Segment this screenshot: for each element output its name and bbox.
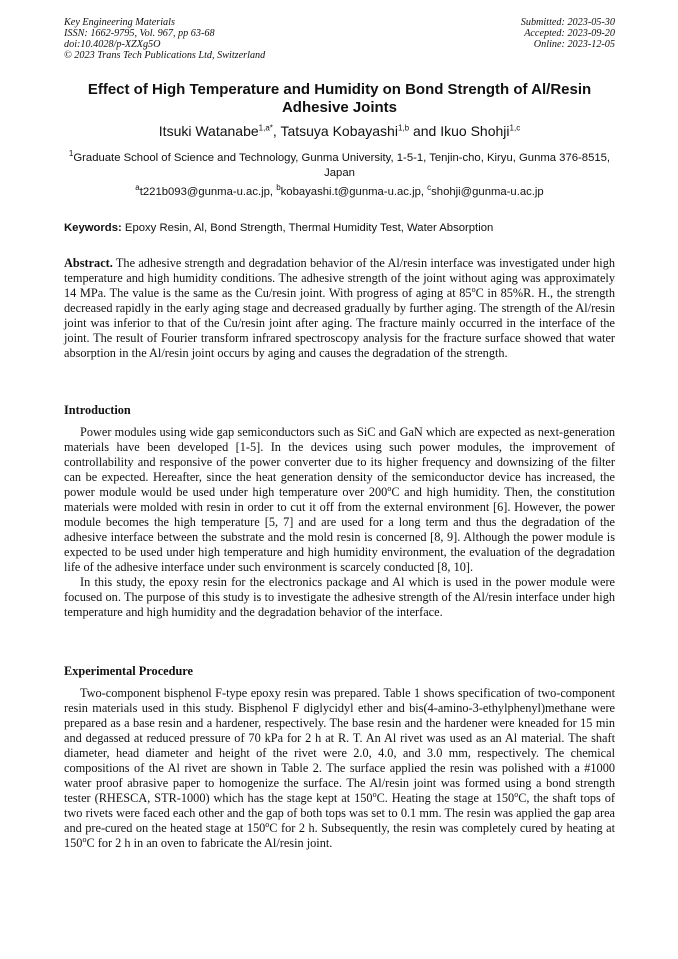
introduction-heading: Introduction bbox=[64, 403, 131, 417]
paragraph-text: C, the shaft tops of two rivets were faced each other and the gap of both tops was set to 0.1 mm. The resin was applied the gap area and pre-cured on the heated stage at 150 bbox=[64, 791, 616, 835]
author-sup: 1,b bbox=[397, 123, 410, 133]
paragraph bbox=[64, 686, 615, 851]
author-sup: 1,a* bbox=[258, 123, 273, 133]
copyright-line: © 2023 Trans Tech Publications Ltd, Switzerland bbox=[64, 50, 266, 61]
affiliation bbox=[64, 151, 615, 181]
paper-title: Effect of High Temperature and Humidity on Bond Strength of Al/Resin Adhesive Joints bbox=[87, 81, 592, 116]
author-name: Tatsuya Kobayashi bbox=[280, 123, 398, 139]
keywords-label: Keywords: bbox=[64, 222, 122, 234]
accepted-date: Accepted: 2023-09-20 bbox=[524, 28, 615, 39]
author-name: Ikuo Shohji bbox=[440, 123, 510, 139]
abstract-label: Abstract. bbox=[64, 256, 113, 270]
experimental-heading: Experimental Procedure bbox=[64, 664, 193, 678]
email-separator: , bbox=[269, 186, 277, 198]
keywords-text: Epoxy Resin, Al, Bond Strength, Thermal Humidity Test, Water Absorption bbox=[124, 222, 494, 234]
degree-sup: o bbox=[387, 483, 392, 493]
email-sup: c bbox=[427, 183, 432, 193]
doi-line[interactable]: doi:10.4028/p-XZXg5O bbox=[64, 39, 161, 50]
author-separator: and bbox=[409, 123, 441, 139]
degree-sup: o bbox=[265, 819, 270, 829]
author-sup: 1,c bbox=[509, 123, 521, 133]
affiliation-sup: 1 bbox=[68, 149, 74, 159]
experimental-body bbox=[64, 686, 615, 851]
paragraph-text: Two-component bisphenol F-type epoxy resin was prepared. Table 1 shows specification of two-component resin materials used in this study. Bisphenol F diglycidyl ether and bis(4-amino-3-ethylphenyl)methane were prepared as a base resin and a hardener, respectively. The base resin and the hardener were kneaded for 15 min and degassed at reduced pressure of 70 kPa for 2 h at R. T. An Al rivet was used as an Al material. The shaft diameter, head diameter and height of the rivet were 2.0, 4.0, and 3.0 mm, respectively. The chemical compositions of the Al rivet are shown in Table 2. The surface applied the resin was polished with a #1000 water proof abrasive paper to homogenize the surface. The Al/resin joint was formed using a bond strength tester (RHESCA, STR-1000) which has the stage kept at 150 bbox=[64, 686, 615, 805]
dates-header bbox=[521, 17, 615, 50]
email-sup: a bbox=[135, 183, 140, 193]
degree-sup: o bbox=[82, 834, 87, 844]
keywords bbox=[64, 221, 615, 236]
email-list bbox=[64, 185, 615, 200]
email-separator: , bbox=[420, 186, 428, 198]
submitted-date: Submitted: 2023-05-30 bbox=[520, 17, 615, 28]
degree-sup: o bbox=[372, 789, 377, 799]
journal-name: Key Engineering Materials bbox=[64, 17, 175, 28]
author-separator: , bbox=[272, 123, 281, 139]
paragraph-text: In this study, the epoxy resin for the electronics package and Al which is used in the power module were focused on. The purpose of this study is to investigate the adhesive strength of the Al/resin interface under high temperature and high humidity and the degradation behavior of the interface. bbox=[64, 575, 615, 619]
email-sup: b bbox=[276, 183, 281, 193]
author-name: Itsuki Watanabe bbox=[158, 123, 259, 139]
paragraph-text: C. Heating the stage at 150 bbox=[376, 791, 515, 805]
abstract-text: The adhesive strength and degradation behavior of the Al/resin interface was investigated under high temperature and high humidity conditions. The adhesive strength of the joint without aging was approximately 14 MPa. The value is the same as the Cu/resin joint. With progress of aging at 85 bbox=[64, 256, 615, 300]
affiliation-text: Graduate School of Science and Technology, Gunma University, 1-5-1, Tenjin-cho, Kiryu, Gunma 376-8515, Japan bbox=[73, 152, 611, 179]
email-link[interactable]: shohji@gunma-u.ac.jp bbox=[431, 186, 544, 198]
abstract-text: C in 85%R. H., the strength decreased rapidly in the early aging stage and decreased gradually by further aging. The strength of the Al/resin joint was inferior to that of the Cu/resin joint after aging. The fracture mainly occurred in the interface of the joint. The result of Fourier transform infrared spectroscopy analysis for the fracture surface showed that water absorption in the Al/resin joint occurs by aging and causes the degradation of the strength. bbox=[64, 286, 615, 360]
author-list bbox=[64, 122, 615, 140]
introduction-body bbox=[64, 425, 615, 620]
paragraph bbox=[64, 425, 615, 575]
paragraph-text: C and high humidity. Then, the constitution materials were molded with resin in order to cut it off from the external environment [6]. However, the power module becomes the high temperature [5, 7] and are used for a long term and thus the degradation of the adhesive interface between the substrate and the mold resin is concerned [8, 9]. Although the power module is expected to be used under high temperature and high humidity environment, the evaluation of the degradation life of the adhesive interface under such environment is scarcely conducted [8, 10]. bbox=[64, 485, 615, 574]
online-date: Online: 2023-12-05 bbox=[533, 39, 615, 50]
journal-header bbox=[64, 17, 265, 61]
degree-sup: o bbox=[514, 789, 519, 799]
email-link[interactable]: t221b093@gunma-u.ac.jp bbox=[139, 186, 270, 198]
paragraph bbox=[64, 575, 615, 620]
paragraph-text: C for 2 h. Subsequently, the resin was completely cured by heating at 150 bbox=[64, 821, 615, 850]
abstract bbox=[64, 256, 615, 361]
paragraph-text: Power modules using wide gap semiconductors such as SiC and GaN which are expected as next-generation materials have been developed [1-5]. In the devices using such power modules, the improvement of controllability and responsive of the power converter due to its higher frequency and downsizing of the filter can be expected. Hereafter, since the heat generation density of the semiconductor device has increased, the power module would be used under high temperature over 200 bbox=[64, 425, 615, 499]
degree-sup: o bbox=[471, 284, 476, 294]
paragraph-text: C for 2 h in an oven to fabricate the Al/resin joint. bbox=[86, 836, 333, 850]
email-link[interactable]: kobayashi.t@gunma-u.ac.jp bbox=[280, 186, 421, 198]
issn-line: ISSN: 1662-9795, Vol. 967, pp 63-68 bbox=[64, 28, 215, 39]
